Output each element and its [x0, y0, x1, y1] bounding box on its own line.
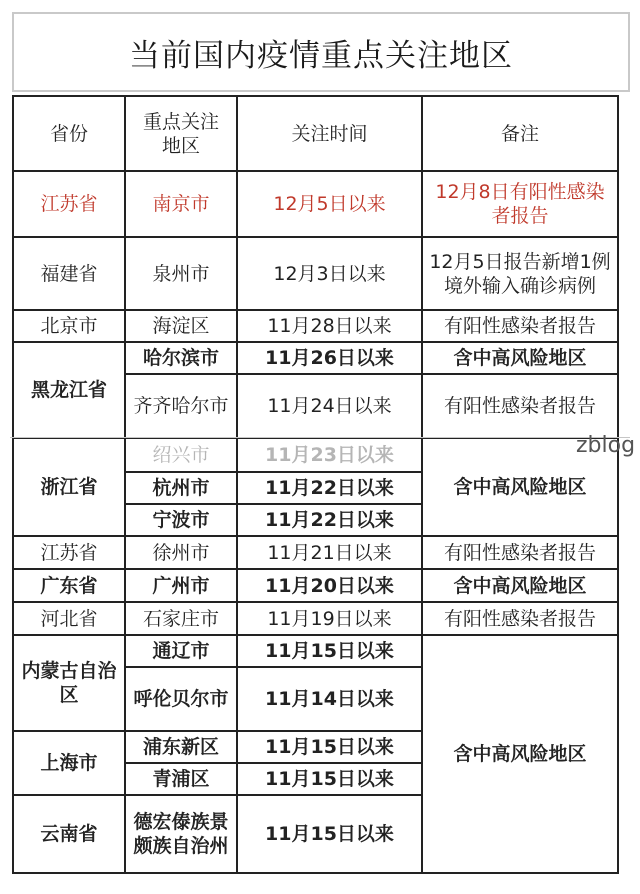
- table-row: [13, 237, 618, 310]
- time-cell: 11月24日以来: [237, 374, 422, 438]
- time-cell: 11月28日以来: [237, 310, 422, 342]
- note-cell: 有阳性感染者报告: [422, 536, 618, 569]
- table-row: [13, 310, 618, 342]
- header-province: 省份: [13, 96, 125, 171]
- focus-areas-table: [12, 95, 619, 874]
- table-title: 当前国内疫情重点关注地区: [12, 12, 630, 92]
- province-cell: 浙江省: [13, 438, 125, 536]
- time-cell: 11月15日以来: [237, 635, 422, 667]
- time-cell: 11月14日以来: [237, 667, 422, 731]
- city-cell: 石家庄市: [125, 602, 237, 635]
- header-note: 备注: [422, 96, 618, 171]
- note-cell: 12月8日有阳性感染者报告: [422, 171, 618, 237]
- city-cell: 徐州市: [125, 536, 237, 569]
- city-cell: 齐齐哈尔市: [125, 374, 237, 438]
- note-cell: 含中高风险地区: [422, 342, 618, 374]
- time-cell: 11月15日以来: [237, 763, 422, 795]
- city-cell: 呼伦贝尔市: [125, 667, 237, 731]
- table-row: [13, 171, 618, 237]
- table-row: [13, 569, 618, 602]
- time-cell: 11月23日以来: [237, 438, 422, 472]
- time-cell: 11月20日以来: [237, 569, 422, 602]
- city-cell: 泉州市: [125, 237, 237, 310]
- note-cell: 含中高风险地区: [422, 438, 618, 536]
- city-cell: 绍兴市: [125, 438, 237, 472]
- note-cell: 有阳性感染者报告: [422, 602, 618, 635]
- table-row: [13, 635, 618, 667]
- city-cell: 浦东新区: [125, 731, 237, 763]
- time-cell: 11月15日以来: [237, 795, 422, 873]
- time-cell: 11月19日以来: [237, 602, 422, 635]
- table-row: [13, 438, 618, 472]
- time-cell: 11月26日以来: [237, 342, 422, 374]
- city-cell: 青浦区: [125, 763, 237, 795]
- province-cell: 江苏省: [13, 171, 125, 237]
- province-cell: 广东省: [13, 569, 125, 602]
- table-row: [13, 342, 618, 374]
- overlay-divider: [10, 437, 630, 438]
- city-cell: 广州市: [125, 569, 237, 602]
- city-cell: 南京市: [125, 171, 237, 237]
- time-cell: 11月21日以来: [237, 536, 422, 569]
- time-cell: 11月15日以来: [237, 731, 422, 763]
- province-cell: 云南省: [13, 795, 125, 873]
- table-row: [13, 536, 618, 569]
- city-cell: 海淀区: [125, 310, 237, 342]
- watermark: zblog: [576, 433, 636, 458]
- header-time: 关注时间: [237, 96, 422, 171]
- note-cell: 含中高风险地区: [422, 635, 618, 873]
- city-cell: 宁波市: [125, 504, 237, 536]
- city-cell: 哈尔滨市: [125, 342, 237, 374]
- note-cell: 含中高风险地区: [422, 569, 618, 602]
- note-cell: 有阳性感染者报告: [422, 374, 618, 438]
- city-cell: 德宏傣族景颇族自治州: [125, 795, 237, 873]
- city-cell: 通辽市: [125, 635, 237, 667]
- province-cell: 上海市: [13, 731, 125, 795]
- time-cell: 12月5日以来: [237, 171, 422, 237]
- header-city: 重点关注 地区: [125, 96, 237, 171]
- table-row: [13, 602, 618, 635]
- time-cell: 11月22日以来: [237, 472, 422, 504]
- header-row: [13, 96, 618, 171]
- province-cell: 北京市: [13, 310, 125, 342]
- province-cell: 内蒙古自治区: [13, 635, 125, 731]
- province-cell: 河北省: [13, 602, 125, 635]
- province-cell: 江苏省: [13, 536, 125, 569]
- province-cell: 黑龙江省: [13, 342, 125, 438]
- note-cell: 有阳性感染者报告: [422, 310, 618, 342]
- city-cell: 杭州市: [125, 472, 237, 504]
- time-cell: 11月22日以来: [237, 504, 422, 536]
- time-cell: 12月3日以来: [237, 237, 422, 310]
- note-cell: 12月5日报告新增1例境外输入确诊病例: [422, 237, 618, 310]
- province-cell: 福建省: [13, 237, 125, 310]
